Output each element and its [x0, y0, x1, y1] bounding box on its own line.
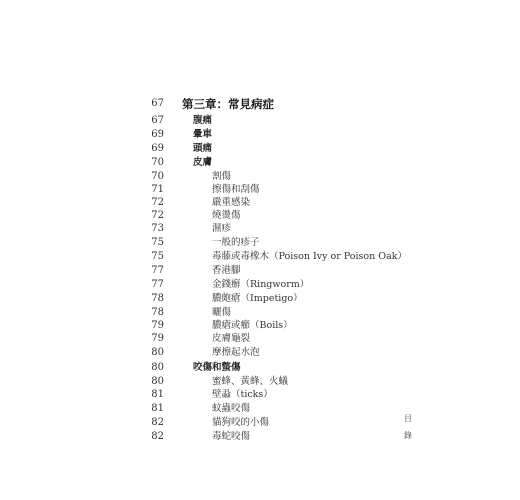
- toc-subentry-title: 膿瘡或癤（Boils）: [212, 320, 293, 331]
- toc-page-number: 69: [151, 129, 164, 140]
- toc-subentry: [0, 264, 520, 277]
- toc-page-number: 81: [151, 403, 164, 414]
- toc-subentry-title: 擦傷和刮傷: [212, 184, 260, 195]
- toc-subentry: [0, 292, 520, 305]
- toc-subentry-title: 毒藤或毒橡木（Poison Ivy or Poison Oak）: [212, 251, 407, 262]
- side-label-char-2: 錄: [404, 431, 412, 440]
- toc-subentry-title: 蚊蟲咬傷: [212, 403, 251, 414]
- toc-page-number: 75: [151, 237, 164, 248]
- toc-section-entry: [0, 128, 520, 141]
- toc-subentry: [0, 278, 520, 291]
- toc-page-number: 79: [151, 333, 164, 344]
- toc-section-entry: [0, 114, 520, 127]
- toc-subentry: [0, 250, 520, 263]
- side-label-char-1: 目: [404, 414, 412, 423]
- toc-section-entry: [0, 361, 520, 374]
- toc-page-number: 79: [151, 320, 164, 331]
- toc-subentry-title: 濕疹: [212, 223, 232, 234]
- toc-subentry: [0, 319, 520, 332]
- toc-page-number: 80: [151, 362, 164, 373]
- toc-subentry: [0, 170, 520, 183]
- toc-section-title: 皮膚: [193, 157, 213, 168]
- toc-section-title: 頭痛: [193, 143, 213, 154]
- toc-subentry: [0, 388, 520, 401]
- toc-subentry: [0, 416, 520, 429]
- toc-subentry-title: 一般的疹子: [212, 237, 260, 248]
- toc-page-number: 82: [151, 431, 164, 442]
- toc-page-number: 73: [151, 223, 164, 234]
- toc-subentry-title: 貓狗咬的小傷: [212, 417, 270, 428]
- toc-subentry: [0, 346, 520, 359]
- toc-subentry-title: 香港腳: [212, 265, 241, 276]
- toc-subentry-title: 嚴重感染: [212, 197, 251, 208]
- toc-page-number: 80: [151, 376, 164, 387]
- toc-subentry-title: 燒燙傷: [212, 210, 241, 221]
- toc-page-number: 70: [151, 171, 164, 182]
- toc-section-entry: [0, 156, 520, 169]
- toc-page-number: 67: [151, 98, 164, 109]
- toc-subentry-title: 金錢癬（Ringworm）: [212, 279, 310, 290]
- toc-page-number: 81: [151, 389, 164, 400]
- toc-subentry-title: 毒蛇咬傷: [212, 431, 251, 442]
- toc-subentry: [0, 183, 520, 196]
- toc-subentry: [0, 332, 520, 345]
- toc-subentry-title: 蜜蜂、黃蜂、火蟻: [212, 376, 289, 387]
- toc-page-number: 75: [151, 251, 164, 262]
- toc-page-number: 77: [151, 279, 164, 290]
- toc-section-title: 咬傷和螫傷: [193, 362, 241, 373]
- toc-page-number: 78: [151, 293, 164, 304]
- toc-page-number: 71: [151, 184, 164, 195]
- toc-page-number: 78: [151, 307, 164, 318]
- toc-page-number: 67: [151, 115, 164, 126]
- toc-page-number: 70: [151, 157, 164, 168]
- toc-subentry-title: 膿皰瘡（Impetigo）: [212, 293, 303, 304]
- toc-section-entry: [0, 142, 520, 155]
- toc-subentry-title: 壁蝨（ticks）: [212, 389, 273, 400]
- toc-chapter-heading: [0, 96, 520, 112]
- toc-page-number: 82: [151, 417, 164, 428]
- toc-subentry: [0, 430, 520, 443]
- toc-page-number: 69: [151, 143, 164, 154]
- toc-subentry: [0, 222, 520, 235]
- toc-chapter-title: 第三章：常見病症: [182, 97, 274, 111]
- toc-page-number: 77: [151, 265, 164, 276]
- toc-subentry: [0, 306, 520, 319]
- toc-subentry: [0, 375, 520, 388]
- toc-section-title: 暈車: [193, 129, 213, 140]
- toc-page-number: 72: [151, 197, 164, 208]
- toc-subentry-title: 皮膚龜裂: [212, 333, 251, 344]
- toc-subentry-title: 摩擦起水泡: [212, 347, 260, 358]
- toc-subentry: [0, 196, 520, 209]
- toc-subentry-title: 割傷: [212, 171, 232, 182]
- toc-page-number: 72: [151, 210, 164, 221]
- toc-subentry: [0, 236, 520, 249]
- toc-subentry: [0, 402, 520, 415]
- toc-subentry-title: 曬傷: [212, 307, 232, 318]
- toc-subentry: [0, 209, 520, 222]
- toc-section-title: 腹痛: [193, 115, 213, 126]
- toc-page-number: 80: [151, 347, 164, 358]
